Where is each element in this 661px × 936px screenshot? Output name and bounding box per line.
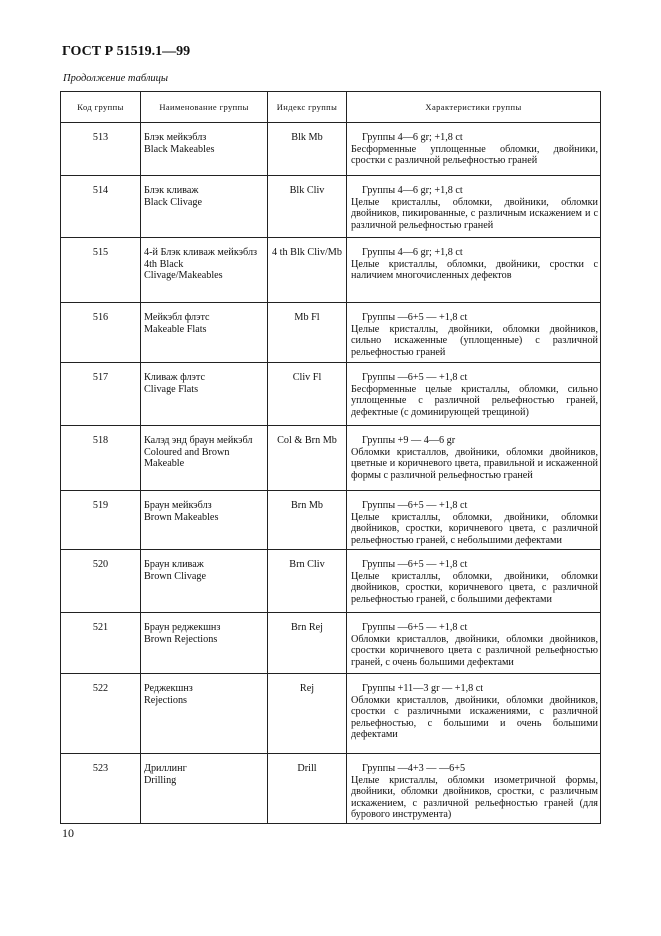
document-title: ГОСТ Р 51519.1—99 bbox=[62, 44, 191, 59]
group-name-en: Makeable Flats bbox=[144, 323, 207, 335]
table-row bbox=[61, 426, 601, 491]
group-name bbox=[141, 674, 268, 754]
header-characteristics: Характеристики группы bbox=[347, 92, 601, 123]
group-name-en: Clivage Flats bbox=[144, 383, 199, 395]
table-row bbox=[61, 754, 601, 824]
group-name bbox=[141, 613, 268, 674]
group-characteristics bbox=[347, 754, 601, 824]
group-name bbox=[141, 426, 268, 491]
table-row bbox=[61, 613, 601, 674]
group-index: Mb Fl bbox=[268, 303, 347, 363]
table-row bbox=[61, 550, 601, 613]
group-name-ru: Блэк кливаж bbox=[144, 185, 199, 196]
group-characteristics bbox=[347, 238, 601, 303]
table-row bbox=[61, 123, 601, 176]
group-index: Cliv Fl bbox=[268, 363, 347, 426]
group-name-ru: Браун мейкэблз bbox=[144, 500, 212, 511]
group-code: 517 bbox=[61, 363, 141, 426]
group-grades: Группы —6+5 — +1,8 ct bbox=[362, 622, 468, 633]
group-name-ru: Браун кливаж bbox=[144, 559, 204, 570]
group-description: Бесформенные целые кристаллы, обломки, сильно уплощенные с различной рельефностью граней, дефектные (с доминирующей трещиной) bbox=[351, 383, 598, 418]
group-name bbox=[141, 491, 268, 550]
group-description: Целые кристаллы, обломки, двойники, обломки двойников, сростки, коричневого цвета, с различной рельефностью граней, с большими дефектами bbox=[351, 570, 598, 605]
group-characteristics bbox=[347, 550, 601, 613]
group-code: 513 bbox=[61, 123, 141, 176]
group-grades: Группы —6+5 — +1,8 ct bbox=[362, 372, 468, 383]
group-description: Обломки кристаллов, двойники, обломки двойников, сростки с различными искажениями, с различной рельефностью, с большими и очень большими дефектами bbox=[351, 694, 598, 740]
group-grades: Группы 4—6 gr; +1,8 ct bbox=[362, 185, 463, 196]
group-name bbox=[141, 754, 268, 824]
group-grades: Группы —4+3 — —6+5 bbox=[362, 763, 466, 774]
group-code: 514 bbox=[61, 176, 141, 238]
group-name-ru: Дриллинг bbox=[144, 763, 187, 774]
group-characteristics bbox=[347, 613, 601, 674]
group-name-ru: Браун реджекшнз bbox=[144, 622, 221, 633]
table-row bbox=[61, 238, 601, 303]
group-description: Целые кристаллы, двойники, обломки двойников, сильно искаженные (уплощенные) с различной рельефностью граней bbox=[351, 323, 598, 358]
group-name-en: Black Clivage bbox=[144, 196, 202, 208]
group-index: Brn Rej bbox=[268, 613, 347, 674]
header-code: Код группы bbox=[61, 92, 141, 123]
group-code: 516 bbox=[61, 303, 141, 363]
group-grades: Группы 4—6 gr; +1,8 ct bbox=[362, 247, 463, 258]
group-code: 518 bbox=[61, 426, 141, 491]
table-row bbox=[61, 303, 601, 363]
group-index: Blk Cliv bbox=[268, 176, 347, 238]
group-grades: Группы —6+5 — +1,8 ct bbox=[362, 500, 468, 511]
group-description: Обломки кристаллов, двойники, обломки двойников, сростки коричневого цвета с различной рельефностью граней, с очень большими дефектами bbox=[351, 633, 598, 668]
group-name-en: Brown Makeables bbox=[144, 511, 219, 523]
group-name-en: 4th Black Clivage/Makeables bbox=[144, 258, 223, 281]
group-name bbox=[141, 176, 268, 238]
group-name-ru: 4-й Блэк кливаж мейкэблз bbox=[144, 247, 258, 258]
group-name-ru: Мейкэбл флэтс bbox=[144, 312, 210, 323]
group-name bbox=[141, 303, 268, 363]
group-name bbox=[141, 550, 268, 613]
group-characteristics bbox=[347, 674, 601, 754]
group-name-ru: Калэд энд браун мейкэбл bbox=[144, 435, 253, 446]
group-description: Обломки кристаллов, двойники, обломки двойников, цветные и коричневого цвета, правильной и искаженной формы с различной рельефностью граней bbox=[351, 446, 598, 481]
table-continuation-label: Продолжение таблицы bbox=[63, 73, 169, 84]
group-code: 520 bbox=[61, 550, 141, 613]
group-grades: Группы —6+5 — +1,8 ct bbox=[362, 312, 468, 323]
header-index: Индекс группы bbox=[268, 92, 347, 123]
group-name-en: Black Makeables bbox=[144, 143, 215, 155]
table-row bbox=[61, 491, 601, 550]
group-characteristics bbox=[347, 363, 601, 426]
group-grades: Группы +9 — 4—6 gr bbox=[362, 435, 456, 446]
group-grades: Группы +11—3 gr — +1,8 ct bbox=[362, 683, 484, 694]
group-name bbox=[141, 123, 268, 176]
group-index: Drill bbox=[268, 754, 347, 824]
group-name-en: Rejections bbox=[144, 694, 188, 706]
group-name-en: Brown Clivage bbox=[144, 570, 206, 582]
table-row bbox=[61, 363, 601, 426]
group-characteristics bbox=[347, 426, 601, 491]
table-row bbox=[61, 176, 601, 238]
group-grades: Группы —6+5 — +1,8 ct bbox=[362, 559, 468, 570]
page-number: 10 bbox=[62, 826, 74, 840]
group-index: 4 th Blk Cliv/Mb bbox=[268, 238, 347, 303]
group-characteristics bbox=[347, 176, 601, 238]
group-characteristics bbox=[347, 491, 601, 550]
group-index: Brn Mb bbox=[268, 491, 347, 550]
header-name: Наименование группы bbox=[141, 92, 268, 123]
group-description: Бесформенные уплощенные обломки, двойники, сростки с различной рельефностью граней bbox=[351, 143, 598, 166]
group-name-ru: Кливаж флэтс bbox=[144, 372, 206, 383]
group-name-en: Brown Rejections bbox=[144, 633, 218, 645]
group-name-ru: Реджекшнз bbox=[144, 683, 193, 694]
group-name bbox=[141, 363, 268, 426]
group-description: Целые кристаллы, обломки, двойники, обломки двойников, сростки, коричневого цвета, с различной рельефностью граней, с небольшими дефектами bbox=[351, 511, 598, 546]
group-description: Целые кристаллы, обломки, двойники, сростки с наличием многочисленных дефектов bbox=[351, 258, 598, 281]
group-characteristics bbox=[347, 303, 601, 363]
group-characteristics bbox=[347, 123, 601, 176]
group-name-ru: Блэк мейкэблз bbox=[144, 132, 207, 143]
table-row bbox=[61, 674, 601, 754]
group-index: Brn Cliv bbox=[268, 550, 347, 613]
group-name bbox=[141, 238, 268, 303]
group-index: Rej bbox=[268, 674, 347, 754]
groups-table bbox=[60, 91, 601, 824]
group-description: Целые кристаллы, обломки, двойники, обломки двойников, пикированные, с различным искажением и с различной рельефностью граней bbox=[351, 196, 598, 231]
group-grades: Группы 4—6 gr; +1,8 ct bbox=[362, 132, 463, 143]
group-index: Col & Brn Mb bbox=[268, 426, 347, 491]
group-code: 519 bbox=[61, 491, 141, 550]
group-code: 522 bbox=[61, 674, 141, 754]
group-index: Blk Mb bbox=[268, 123, 347, 176]
table-header-row bbox=[61, 92, 601, 123]
group-name-en: Drilling bbox=[144, 774, 177, 786]
group-name-en: Coloured and Brown Makeable bbox=[144, 446, 230, 469]
group-code: 521 bbox=[61, 613, 141, 674]
group-code: 515 bbox=[61, 238, 141, 303]
group-description: Целые кристаллы, обломки изометричной формы, двойники, обломки двойников, сростки, с различным искажением, с различной рельефностью граней (для бурового инструмента) bbox=[351, 774, 598, 820]
group-code: 523 bbox=[61, 754, 141, 824]
